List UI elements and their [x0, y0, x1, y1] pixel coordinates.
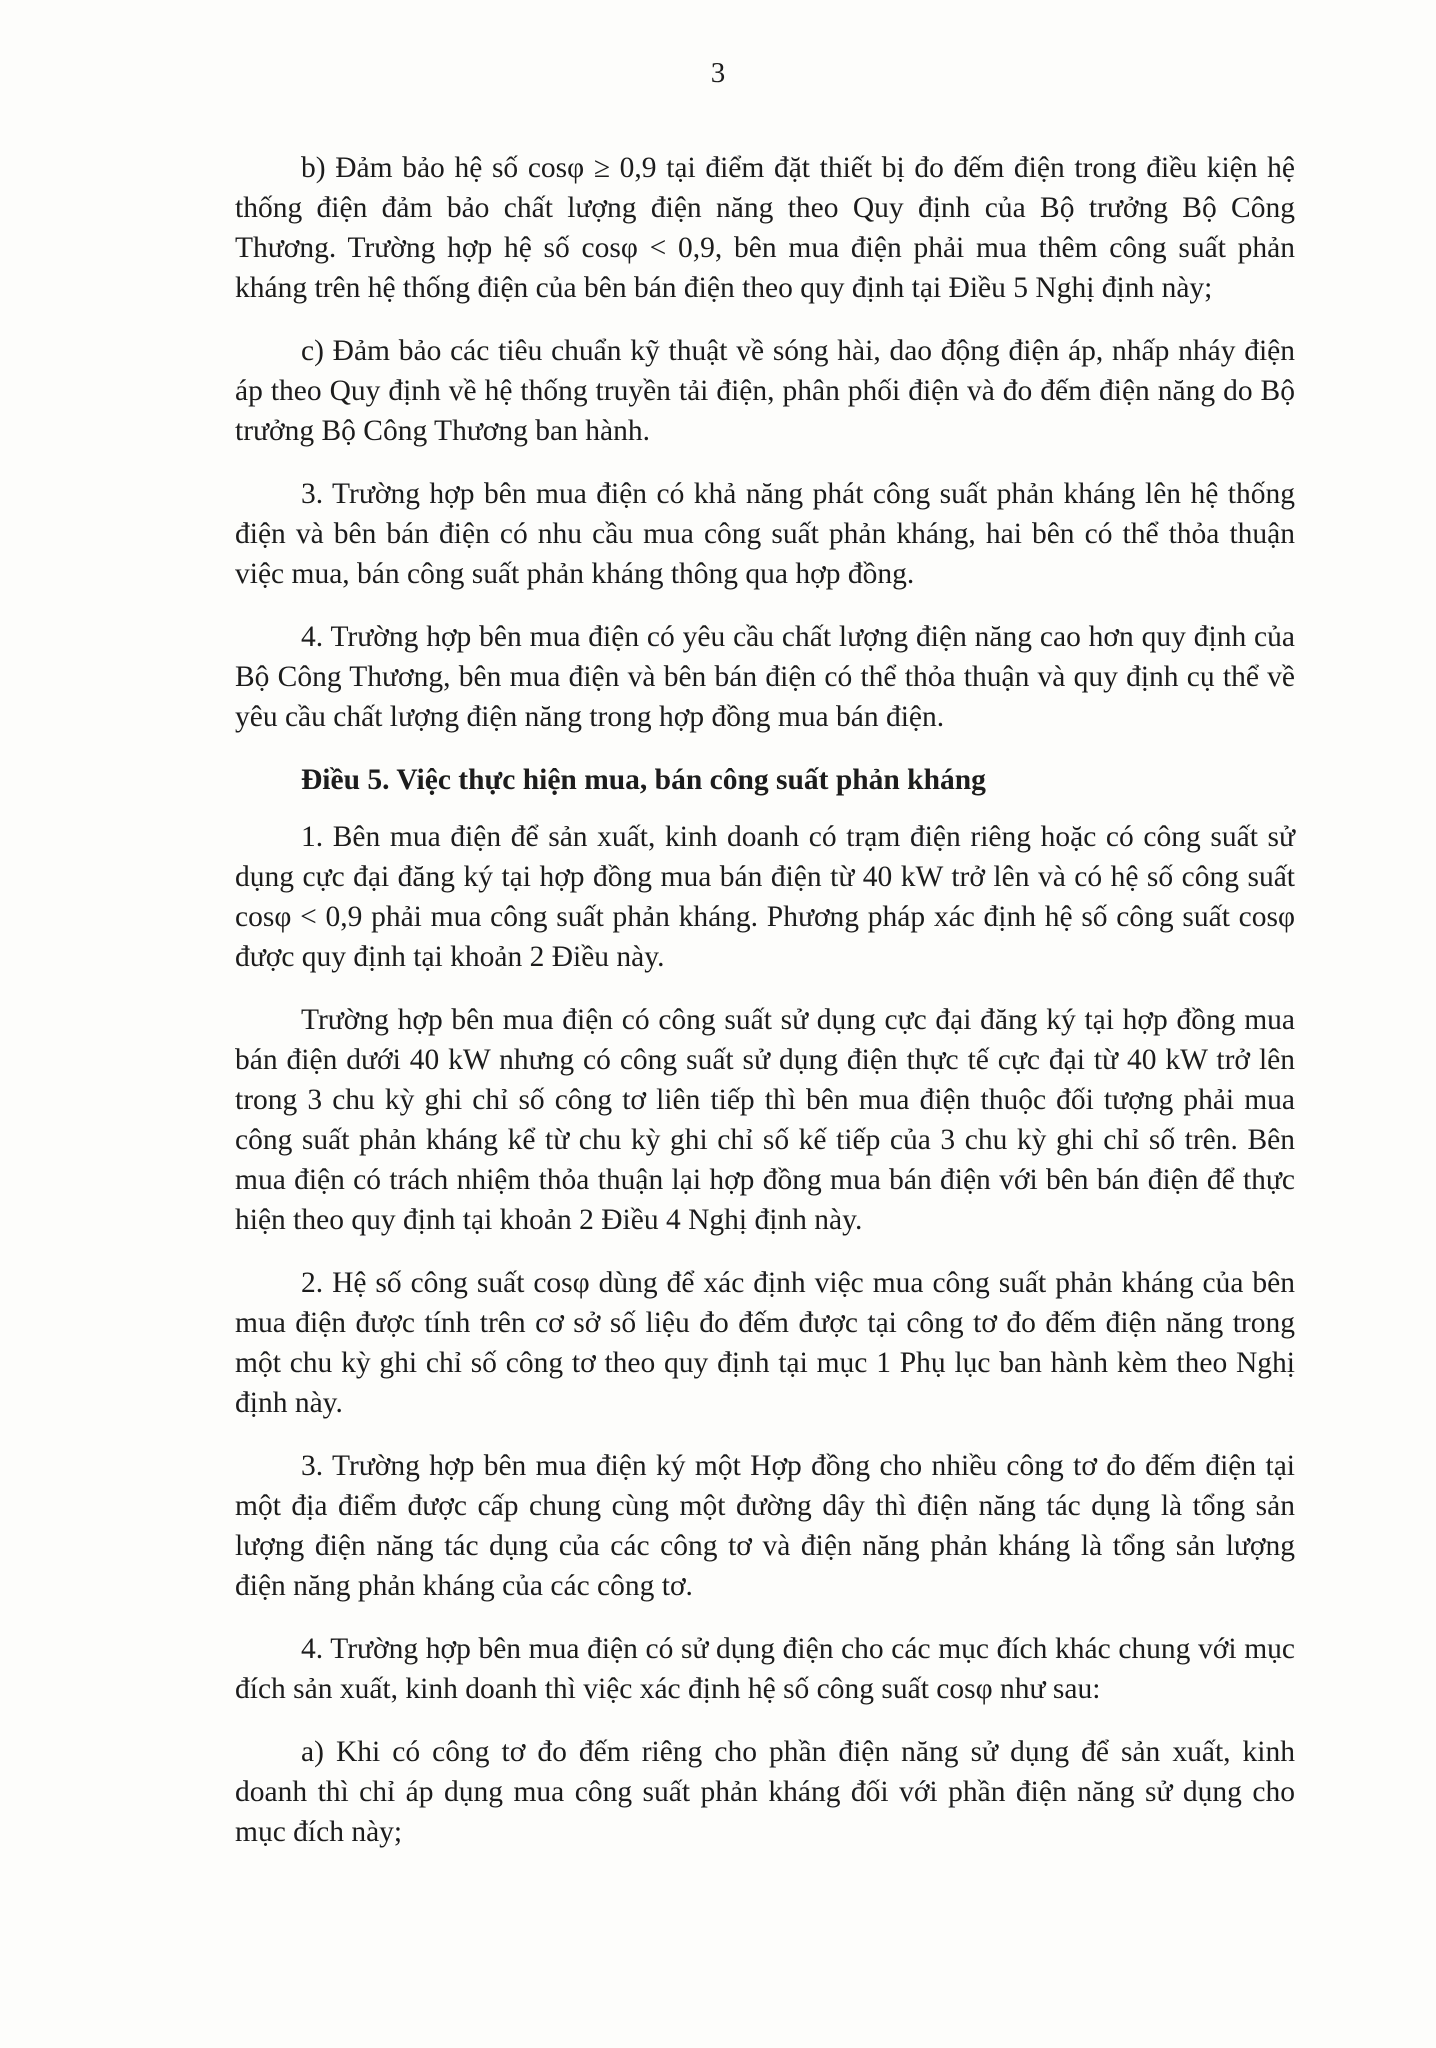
paragraph-article5-clause-1: 1. Bên mua điện để sản xuất, kinh doanh có trạm điện riêng hoặc có công suất sử dụng cực đại đăng ký tại hợp đồng mua bán điện từ 40 kW trở lên và có hệ số công suất cosφ < 0,9 phải mua công suất phản kháng. Phương pháp xác định hệ số công suất cosφ được quy định tại khoản 2 Điều này. [235, 821, 1295, 973]
paragraph-article5-clause-4: 4. Trường hợp bên mua điện có sử dụng điện cho các mục đích khác chung với mục đích sản xuất, kinh doanh thì việc xác định hệ số công suất cosφ như sau: [235, 1633, 1295, 1705]
paragraph-article5-clause-3: 3. Trường hợp bên mua điện ký một Hợp đồng cho nhiều công tơ đo đếm điện tại một địa điểm được cấp chung cùng một đường dây thì điện năng tác dụng là tổng sản lượng điện năng tác dụng của các công tơ và điện năng phản kháng là tổng sản lượng điện năng phản kháng của các công tơ. [235, 1450, 1295, 1602]
paragraph-clause-3: 3. Trường hợp bên mua điện có khả năng phát công suất phản kháng lên hệ thống điện và bên bán điện có nhu cầu mua công suất phản kháng, hai bên có thể thỏa thuận việc mua, bán công suất phản kháng thông qua hợp đồng. [235, 478, 1295, 590]
paragraph-article5-clause-2: 2. Hệ số công suất cosφ dùng để xác định việc mua công suất phản kháng của bên mua điện được tính trên cơ sở số liệu đo đếm được tại công tơ đo đếm điện năng trong một chu kỳ ghi chỉ số công tơ theo quy định tại mục 1 Phụ lục ban hành kèm theo Nghị định này. [235, 1267, 1295, 1419]
paragraph-clause-4: 4. Trường hợp bên mua điện có yêu cầu chất lượng điện năng cao hơn quy định của Bộ Công Thương, bên mua điện và bên bán điện có thể thỏa thuận và quy định cụ thể về yêu cầu chất lượng điện năng trong hợp đồng mua bán điện. [235, 621, 1295, 733]
page-number: 3 [710, 57, 726, 89]
paragraph-2b: b) Đảm bảo hệ số cosφ ≥ 0,9 tại điểm đặt thiết bị đo đếm điện trong điều kiện hệ thống điện đảm bảo chất lượng điện năng theo Quy định của Bộ trưởng Bộ Công Thương. Trường hợp hệ số cosφ < 0,9, bên mua điện phải mua thêm công suất phản kháng trên hệ thống điện của bên bán điện theo quy định tại Điều 5 Nghị định này; [235, 152, 1295, 304]
paragraph-2c: c) Đảm bảo các tiêu chuẩn kỹ thuật về sóng hài, dao động điện áp, nhấp nháy điện áp theo Quy định về hệ thống truyền tải điện, phân phối điện và đo đếm điện năng do Bộ trưởng Bộ Công Thương ban hành. [235, 335, 1295, 447]
article-5-heading: Điều 5. Việc thực hiện mua, bán công suất phản kháng [301, 764, 986, 796]
paragraph-article5-clause-4a: a) Khi có công tơ đo đếm riêng cho phần điện năng sử dụng để sản xuất, kinh doanh thì chỉ áp dụng mua công suất phản kháng đối với phần điện năng sử dụng cho mục đích này; [235, 1736, 1295, 1848]
document-body [235, 148, 1295, 1875]
paragraph-article5-clause-1-case: Trường hợp bên mua điện có công suất sử dụng cực đại đăng ký tại hợp đồng mua bán điện dưới 40 kW nhưng có công suất sử dụng điện thực tế cực đại từ 40 kW trở lên trong 3 chu kỳ ghi chỉ số công tơ liên tiếp thì bên mua điện thuộc đối tượng phải mua công suất phản kháng kể từ chu kỳ ghi chỉ số kế tiếp của 3 chu kỳ ghi chỉ số trên. Bên mua điện có trách nhiệm thỏa thuận lại hợp đồng mua bán điện với bên bán điện để thực hiện theo quy định tại khoản 2 Điều 4 Nghị định này. [235, 1004, 1295, 1236]
